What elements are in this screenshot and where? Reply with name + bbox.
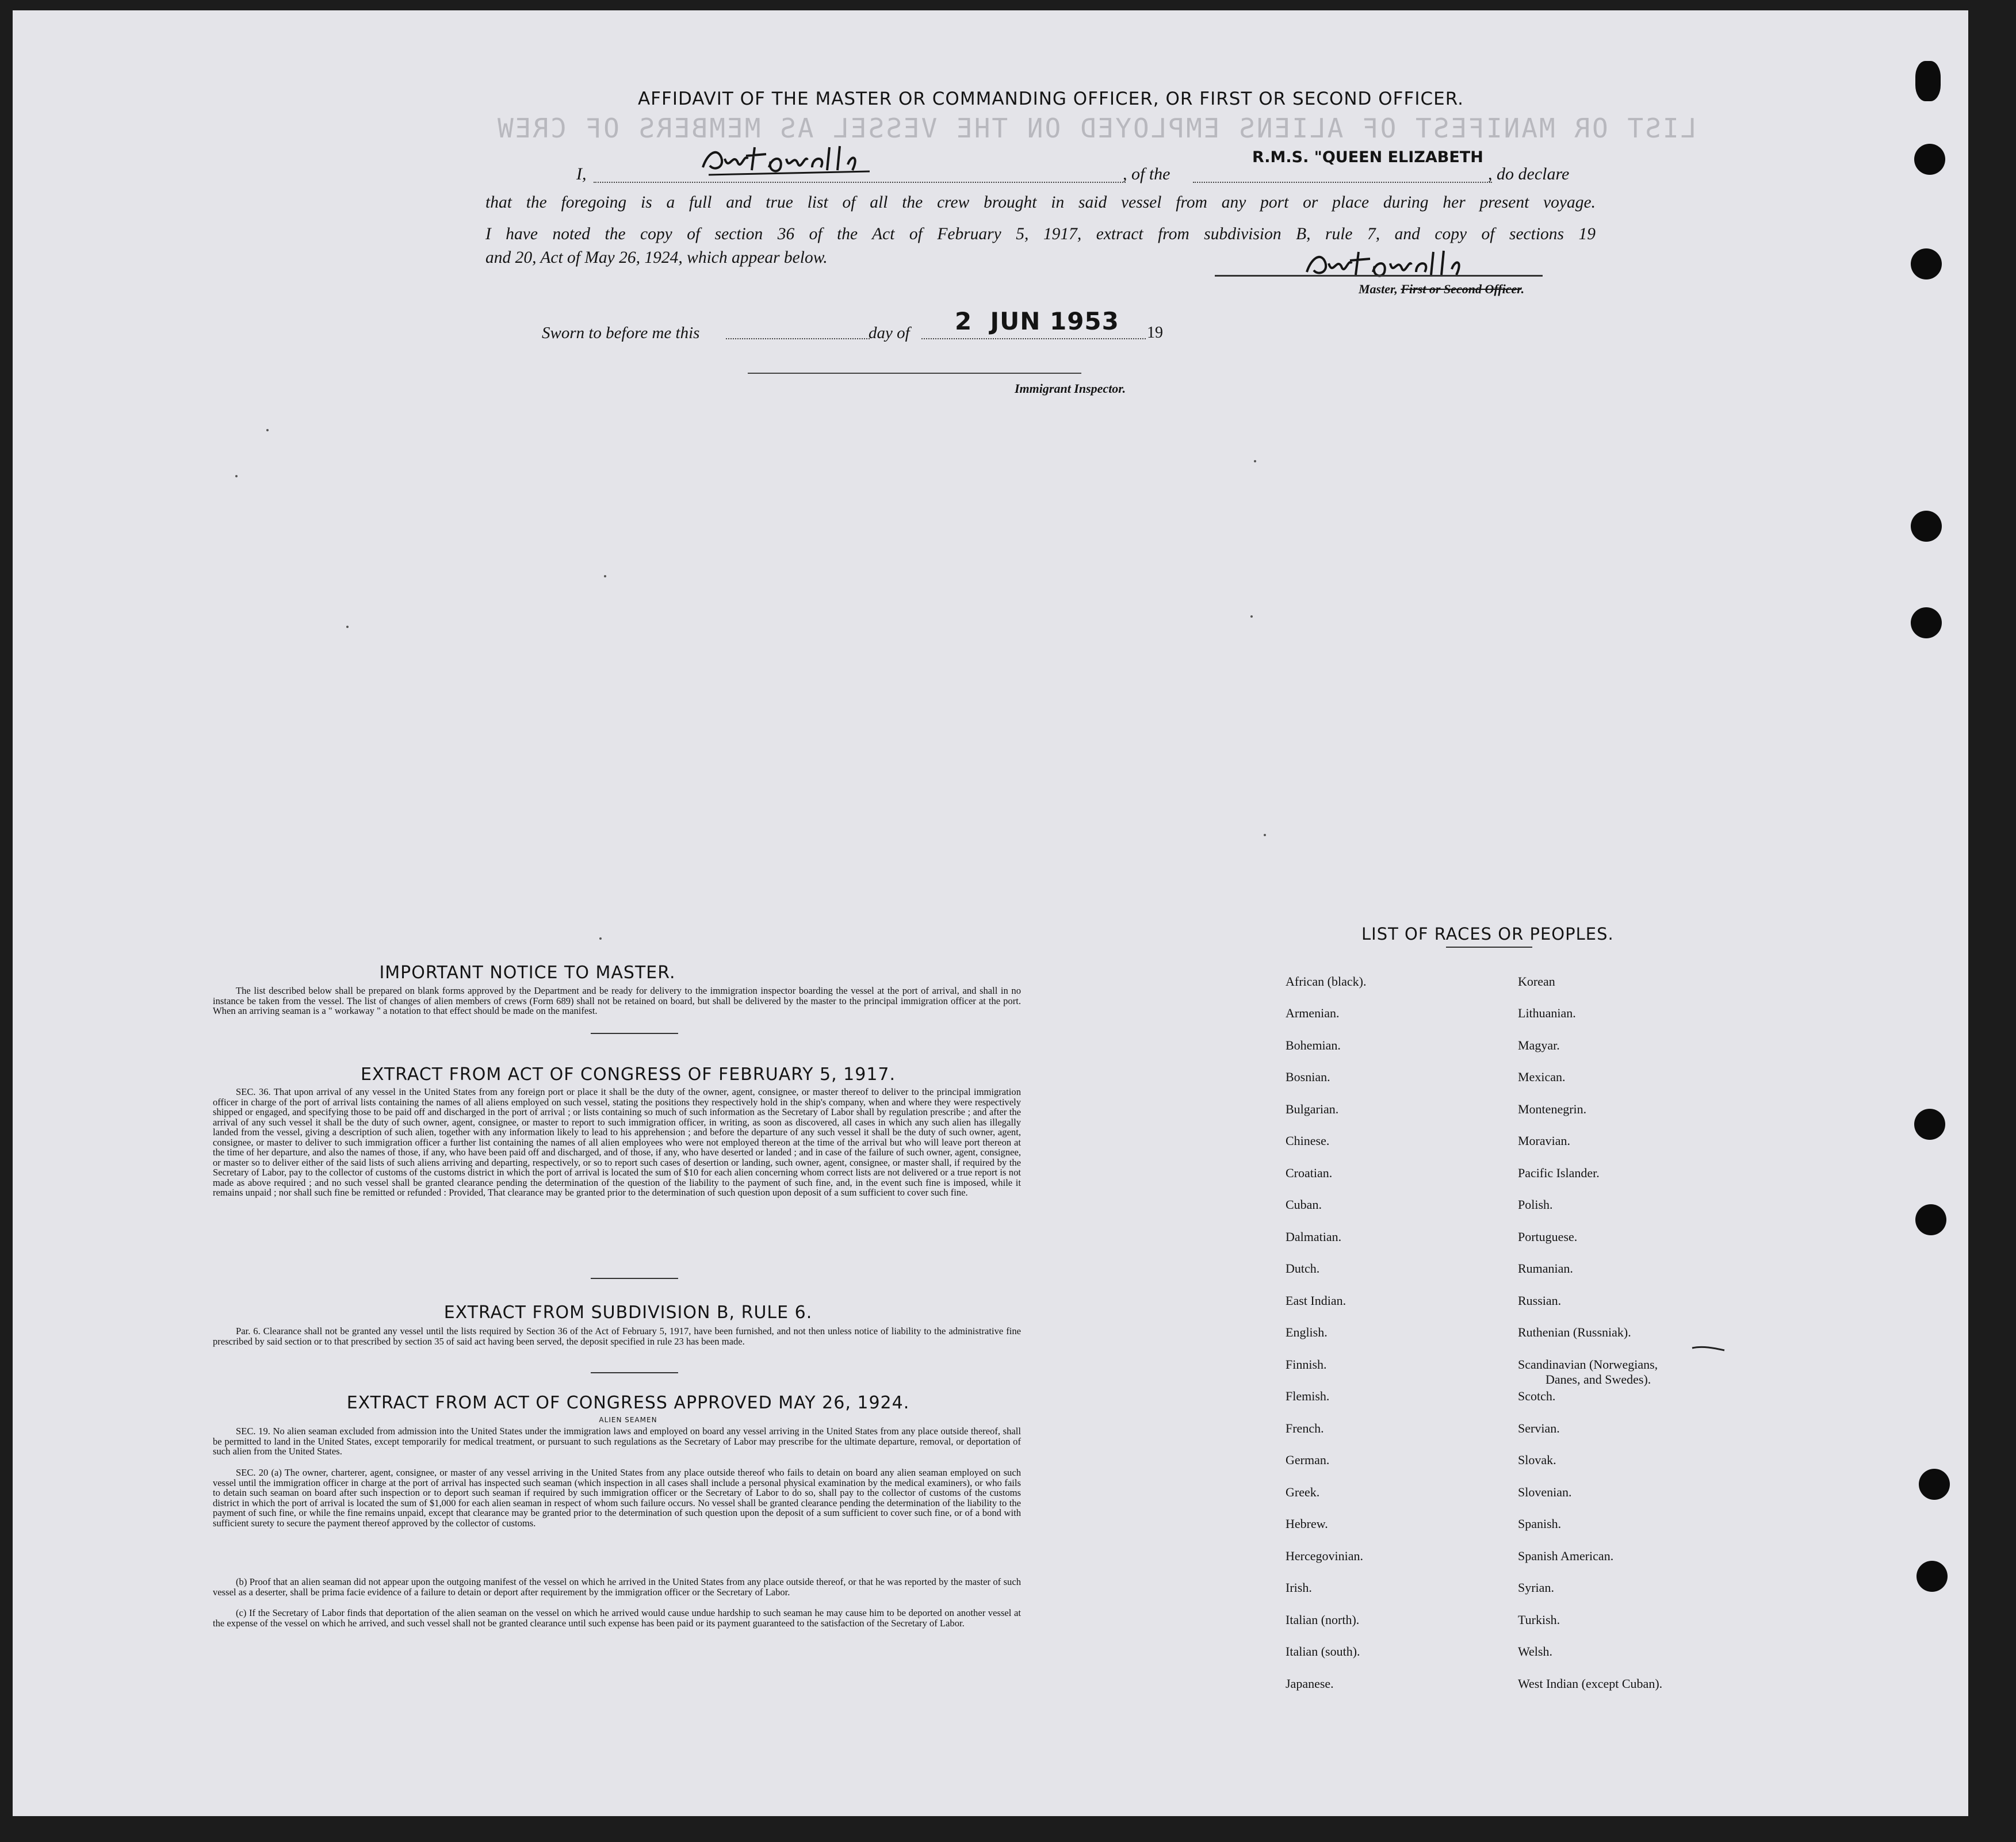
race-right-item: Scotch. (1518, 1389, 1556, 1403)
race-left-item: African (black). (1286, 974, 1367, 989)
race-right-item: Ruthenian (Russniak). (1518, 1325, 1631, 1339)
race-left-item: Italian (south). (1286, 1644, 1360, 1659)
punch-hole (1911, 511, 1942, 542)
extract-1917-text: SEC. 36. That upon arrival of any vessel in the United States from any foreign port or place it shall be the duty of the owner, agent, consignee, or master thereof to deliver to the principal immigration officer in charge of the port of arrival lists containing the names of all aliens employed on such vessel, stating the positions they respectively hold in the ship's company, when and where they were respectively shipped or engaged, and specifying those to be paid off and discharged in the port of arrival ; or lists containing so much of such information as the Secretary of Labor shall by regulation prescribe ; and after the arrival of any such vessel it shall be the duty of such owner, agent, consignee, or master to report to such immigration officer, in writing, as soon as discovered, all cases in which any such alien has illegally landed from the vessel, giving a description of such alien, together with any information likely to lead to his apprehension ; and before the departure of any such vessel it shall be the duty of such owner, agent, consignee, or master to deliver to such immigration officer a further list containing the names of all alien employees who were not employed thereon at the time of the arrival but who will leave port thereon at the time of her departure, and also the names of those, if any, who have been paid off and discharged, and of those, if any, who have deserted or landed ; and in case of the failure of such owner, agent, consignee, or master so to deliver either of the said lists of such aliens arriving and departing, respectively, or so to report such cases of desertion or landing, such owner, agent, consignee, or master shall, if required by the Secretary of Labor, pay to the collector of customs of the customs district in which the port of arrival is located the sum of $10 for each alien concerning whom correct lists are not delivered or a true report is not made as above required ; and no such vessel shall be granted clearance pending the determination of the question of the liability to the payment of such fine, and, in the event such fine is imposed, while it remains unpaid ; nor shall such fine be remitted or refunded : Provided, That clearance may be granted prior to the determination of such question upon deposit of a sum sufficient to cover such fine. (213, 1086, 1021, 1198)
affidavit-of-the: , of the (1123, 164, 1170, 183)
extract-1924-sec20c: (c) If the Secretary of Labor finds that deportation of the alien seaman on the vessel on which he arrived would cause undue hardship to such seaman he may cause him to be deported on another vessel at the expense of the vessel on which he arrived, and such vessel shall not be granted clearance until such expense has been paid or its payment guaranteed to the satisfaction of the Secretary of Labor. (213, 1607, 1021, 1629)
extract-1917-divider (591, 1278, 678, 1279)
bleed-through-header: LIST OR MANIFEST OF ALIENS EMPLOYED ON THE VESSEL AS MEMBERS OF CREW (496, 113, 1697, 144)
race-right-item: Magyar. (1518, 1038, 1560, 1052)
extract-1924-sec20b: (b) Proof that an alien seaman did not appear upon the outgoing manifest of the vessel on which he arrived in the United States from any place outside thereof, or that he was reported by the master of such vessel as a deserter, shall be prima facie evidence of a failure to detain or deport after requirement by the immigration officer or the Secretary of Labor. (213, 1576, 1021, 1598)
race-right-item: Russian. (1518, 1293, 1562, 1308)
punch-hole (1911, 248, 1942, 279)
paper-mark (235, 475, 238, 477)
punch-hole (1919, 1469, 1950, 1500)
inspector-signature-line (748, 373, 1081, 374)
affidavit-title: AFFIDAVIT OF THE MASTER OR COMMANDING OFFICER, OR FIRST OR SECOND OFFICER. (637, 89, 1464, 109)
races-title: LIST OF RACES OR PEOPLES. (1361, 924, 1614, 944)
race-right-item: Rumanian. (1518, 1261, 1573, 1276)
extract-1924-sec19: SEC. 19. No alien seaman excluded from admission into the United States under the immigration laws and employed on board any vessel arriving in the United States from any place outside thereof, shall be permitted to land in the United States, except temporarily for medical treatment, or pursuant to such regulations as the Secretary of Labor may prescribe for the ultimate departure, removal, or deportation of such alien from the United States. (213, 1426, 1021, 1457)
subdivision-b-text: Par. 6. Clearance shall not be granted any vessel until the lists required by Section 36 of the Act of February 5, 1917, have been furnished, and not then unless notice of liability to the administrative fine prescribed by said section or to that prescribed by section 35 of said act having been served, the deposit specified in rule 23 has been made. (213, 1326, 1021, 1347)
race-left-item: Croatian. (1286, 1166, 1333, 1180)
year-prefix: 19 (1147, 324, 1163, 342)
race-left-item: Flemish. (1286, 1389, 1330, 1403)
extract-1924-sec20a: SEC. 20 (a) The owner, charterer, agent, consignee, or master of any vessel arriving in the United States from any place outside thereof who fails to detain on board any alien seaman employed on such vessel until the immigration officer in charge at the port of arrival has inspected such seaman (which inspection in all cases shall include a personal physical examination by the medical examiners), or who fails to detain such seaman on board after such inspection or to deport such seaman if required by such immigration officer or the Secretary of Labor to do so, shall pay to the collector of customs of the customs district in which the port of arrival is located the sum of $1,000 for each alien seaman in respect of whom such failure occurs. No vessel shall be granted clearance pending the determination of the liability to the payment of such fine, or while the fine remains unpaid, except that clearance may be granted prior to the determination of such question upon the deposit of a sum sufficient to cover such fine, or of a bond with sufficient surety to secure the payment thereof approved by the collector of customs. (213, 1467, 1021, 1529)
sworn-date-blank (921, 338, 1146, 339)
extract-1917-title: EXTRACT FROM ACT OF CONGRESS OF FEBRUARY 5, 1917. (360, 1064, 896, 1085)
race-left-item: Finnish. (1286, 1357, 1327, 1372)
punch-hole (1915, 61, 1941, 101)
race-right-item: Portuguese. (1518, 1230, 1578, 1244)
master-label-struck: First or Second Officer (1401, 282, 1521, 296)
inspector-label: Immigrant Inspector. (1015, 381, 1126, 396)
sworn-day-of: day of (869, 324, 910, 342)
race-right-item: Syrian. (1518, 1580, 1554, 1595)
master-label-master: Master, (1359, 282, 1401, 296)
race-left-item: English. (1286, 1325, 1328, 1339)
affidavit-do-declare: , do declare (1488, 164, 1570, 183)
race-left-item: Italian (north). (1286, 1613, 1360, 1627)
notice-title: IMPORTANT NOTICE TO MASTER. (379, 963, 676, 983)
master-signature (1301, 240, 1497, 286)
affidavit-line-3: and 20, Act of May 26, 1924, which appear below. (485, 248, 828, 267)
sworn-day-blank (726, 338, 870, 339)
race-left-item: Armenian. (1286, 1006, 1340, 1020)
pen-mark (1691, 1343, 1726, 1355)
officer-signature-1 (697, 136, 893, 182)
vessel-blank-line (1193, 182, 1492, 183)
race-left-item: Bulgarian. (1286, 1102, 1339, 1116)
race-left-item: German. (1286, 1453, 1330, 1467)
notice-divider (591, 1033, 678, 1034)
paper-mark (346, 626, 349, 628)
paper-mark (599, 937, 602, 940)
paper-mark (266, 429, 269, 431)
race-right-item: Scandinavian (Norwegians, (1518, 1357, 1658, 1372)
race-left-item: Chinese. (1286, 1133, 1330, 1148)
race-right-item: Montenegrin. (1518, 1102, 1587, 1116)
punch-hole (1914, 1109, 1945, 1140)
race-right-item: West Indian (except Cuban). (1518, 1676, 1663, 1691)
race-right-continuation: Danes, and Swedes). (1546, 1372, 1651, 1387)
paper-mark (1254, 460, 1256, 462)
races-divider (1446, 947, 1532, 948)
master-signature-line (1215, 275, 1543, 277)
punch-hole (1911, 607, 1942, 638)
race-left-item: Bohemian. (1286, 1038, 1341, 1052)
paper-mark (604, 575, 606, 577)
punch-hole (1914, 144, 1945, 175)
notice-text: The list described below shall be prepared on blank forms approved by the Department and be ready for delivery to the immigration inspector boarding the vessel at the port of arrival, and shall in no instance be taken from the vessel. The list of changes of alien members of crews (Form 689) shall not be retained on board, but shall be delivered by the master to the principal immigration officer at the port. When an arriving seaman is a " workaway " a notation to that effect should be made on the manifest. (213, 985, 1021, 1016)
extract-1924-subtitle: ALIEN SEAMEN (599, 1416, 657, 1424)
affidavit-i-label: I, (576, 164, 587, 183)
race-left-item: East Indian. (1286, 1293, 1346, 1308)
race-left-item: Hebrew. (1286, 1517, 1328, 1531)
paper-mark (1250, 615, 1253, 618)
race-left-item: French. (1286, 1421, 1324, 1435)
master-label (1359, 282, 1524, 297)
race-right-item: Mexican. (1518, 1070, 1566, 1084)
race-left-item: Cuban. (1286, 1197, 1322, 1212)
race-right-item: Slovenian. (1518, 1485, 1572, 1499)
race-right-item: Spanish. (1518, 1517, 1562, 1531)
race-right-item: Lithuanian. (1518, 1006, 1576, 1020)
sworn-text: Sworn to before me this (542, 324, 700, 342)
race-right-item: Spanish American. (1518, 1549, 1614, 1563)
race-left-item: Hercegovinian. (1286, 1549, 1363, 1563)
paper-mark (1264, 834, 1266, 836)
race-right-item: Slovak. (1518, 1453, 1556, 1467)
race-left-item: Irish. (1286, 1580, 1312, 1595)
race-left-item: Bosnian. (1286, 1070, 1330, 1084)
race-right-item: Turkish. (1518, 1613, 1560, 1627)
race-right-item: Polish. (1518, 1197, 1553, 1212)
race-right-item: Servian. (1518, 1421, 1560, 1435)
date-stamp: 2 JUN 1953 (955, 307, 1119, 335)
race-right-item: Pacific Islander. (1518, 1166, 1600, 1180)
extract-1924-title: EXTRACT FROM ACT OF CONGRESS APPROVED MAY 26, 1924. (346, 1393, 910, 1413)
master-label-end: . (1521, 282, 1525, 296)
punch-hole (1916, 1561, 1948, 1592)
race-right-item: Welsh. (1518, 1644, 1552, 1659)
subdivision-b-title: EXTRACT FROM SUBDIVISION B, RULE 6. (443, 1303, 813, 1323)
affidavit-line-2: I have noted the copy of section 36 of the Act of February 5, 1917, extract from subdivision B, rule 7, and copy of sections 19 (485, 225, 1596, 243)
punch-hole (1915, 1204, 1946, 1235)
document-page (13, 10, 1968, 1816)
vessel-name-stamp: R.M.S. "QUEEN ELIZABETH (1252, 148, 1483, 166)
affidavit-line-1: that the foregoing is a full and true list of all the crew brought in said vessel from any port or place during her present voyage. (485, 193, 1596, 212)
race-left-item: Dalmatian. (1286, 1230, 1342, 1244)
race-left-item: Japanese. (1286, 1676, 1334, 1691)
name-blank-line (594, 182, 1126, 183)
race-left-item: Dutch. (1286, 1261, 1320, 1276)
race-left-item: Greek. (1286, 1485, 1320, 1499)
race-right-item: Moravian. (1518, 1133, 1571, 1148)
race-right-item: Korean (1518, 974, 1555, 989)
subdivision-b-divider (591, 1372, 678, 1373)
